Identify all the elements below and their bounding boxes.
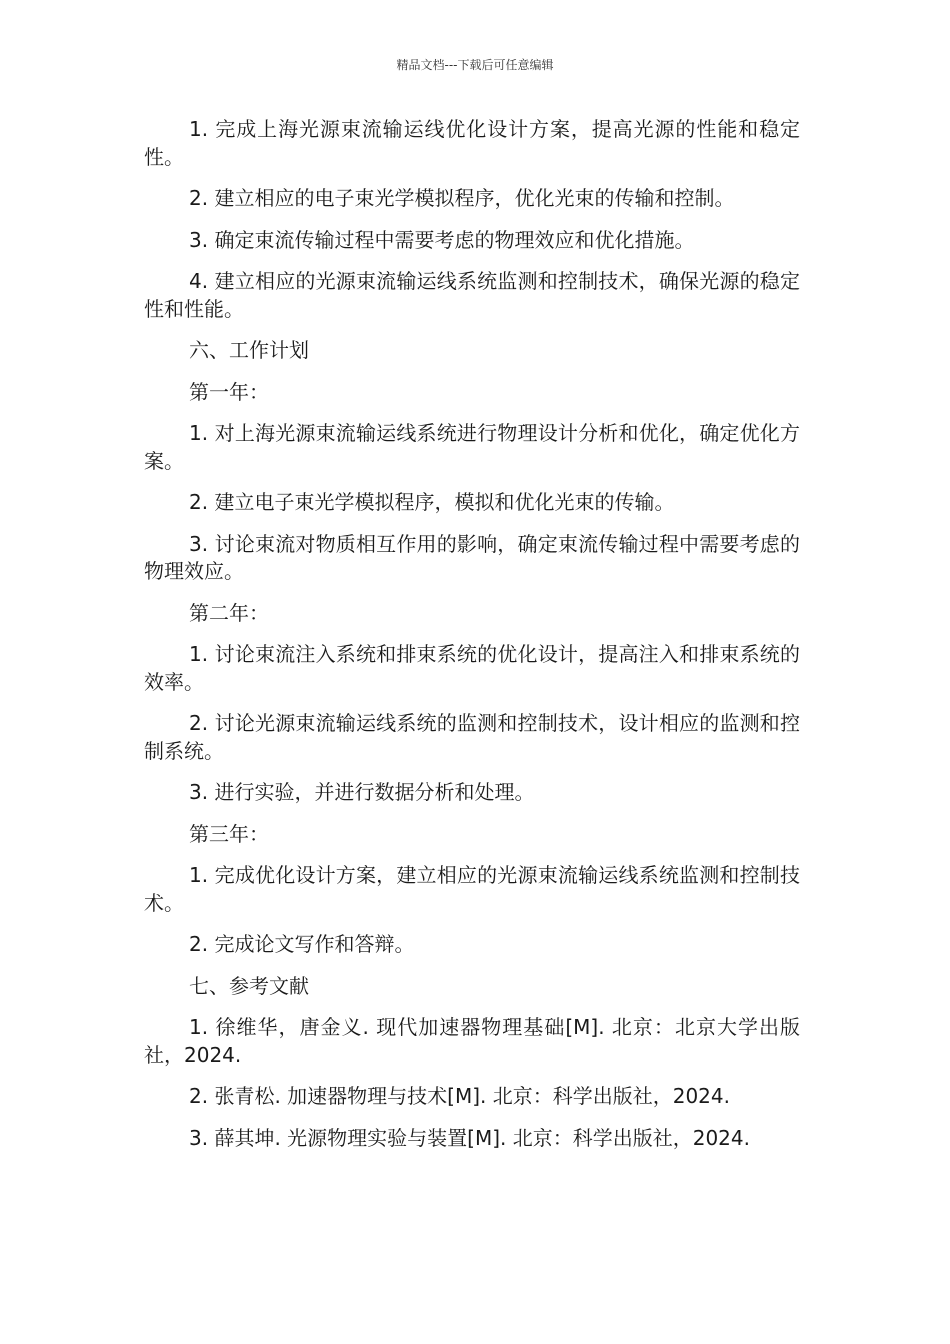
page-header: 精品文档---下载后可任意编辑 — [396, 58, 554, 72]
goal-item-3: 3. 确定束流传输过程中需要考虑的物理效应和优化措施。 — [189, 227, 695, 252]
year-two-item-3: 3. 进行实验，并进行数据分析和处理。 — [189, 780, 535, 804]
year-two-item-1: 1. 讨论束流注入系统和排束系统的优化设计，提高注入和排束系统的效率。 — [144, 642, 800, 694]
year-three-item-1: 1. 完成优化设计方案，建立相应的光源束流输运线系统监测和控制技术。 — [144, 863, 800, 915]
section-heading-references: 七、参考文献 — [189, 973, 309, 998]
reference-item-3: 3. 薛其坤. 光源物理实验与装置[M]. 北京：科学出版社，2024. — [189, 1125, 750, 1150]
year-one-heading: 第一年： — [189, 379, 269, 404]
goal-item-1: 1. 完成上海光源束流输运线优化设计方案，提高光源的性能和稳定性。 — [144, 117, 800, 169]
section-heading-work-plan: 六、工作计划 — [189, 338, 309, 362]
reference-item-1: 1. 徐维华，唐金义. 现代加速器物理基础[M]. 北京：北京大学出版社，2024. — [144, 1015, 800, 1067]
year-two-item-2: 2. 讨论光源束流输运线系统的监测和控制技术，设计相应的监测和控制系统。 — [144, 711, 800, 763]
year-one-item-2: 2. 建立电子束光学模拟程序，模拟和优化光束的传输。 — [189, 490, 675, 514]
reference-item-2: 2. 张青松. 加速器物理与技术[M]. 北京：科学出版社，2024. — [189, 1084, 730, 1108]
year-one-item-3: 3. 讨论束流对物质相互作用的影响，确定束流传输过程中需要考虑的物理效应。 — [144, 531, 800, 583]
year-three-heading: 第三年： — [189, 821, 269, 846]
year-three-item-2: 2. 完成论文写作和答辩。 — [189, 932, 415, 956]
goal-item-4: 4. 建立相应的光源束流输运线系统监测和控制技术，确保光源的稳定性和性能。 — [144, 269, 800, 321]
goal-item-2: 2. 建立相应的电子束光学模拟程序，优化光束的传输和控制。 — [189, 186, 735, 210]
year-two-heading: 第二年： — [189, 600, 269, 625]
year-one-item-1: 1. 对上海光源束流输运线系统进行物理设计分析和优化，确定优化方案。 — [144, 421, 800, 473]
document-body — [144, 116, 800, 1166]
